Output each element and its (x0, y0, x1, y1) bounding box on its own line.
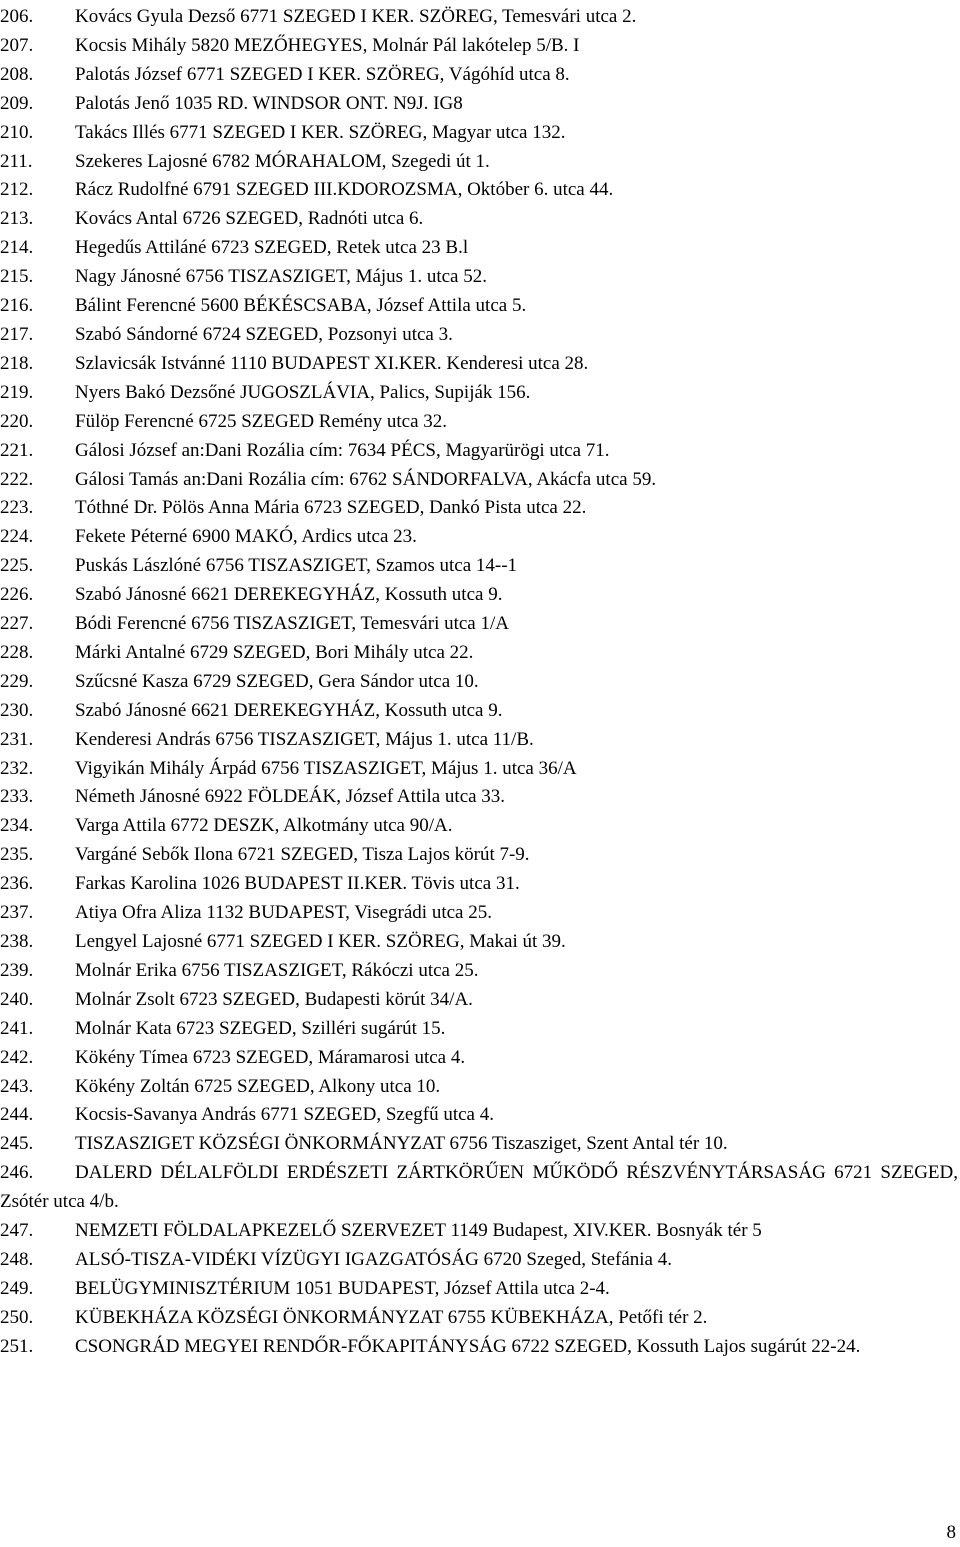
entry-number: 221. (0, 439, 34, 461)
entry-number: 229. (0, 670, 34, 692)
entry-number: 237. (0, 902, 34, 924)
entry-text: Molnár Kata 6723 SZEGED, Szilléri sugárút 15. (75, 1017, 446, 1039)
entry-text: Kenderesi András 6756 TISZASZIGET, Május 1. utca 11/B. (75, 728, 534, 750)
list-item (0, 1130, 958, 1159)
list-item (0, 379, 958, 408)
entry-number: 226. (0, 584, 34, 606)
entry-text: ALSÓ-TISZA-VIDÉKI VÍZÜGYI IGAZGATÓSÁG 6720 Szeged, Stefánia 4. (75, 1248, 672, 1270)
entry-text: Kovács Antal 6726 SZEGED, Radnóti utca 6. (75, 208, 424, 230)
list-item (0, 581, 958, 610)
list-item (0, 697, 958, 726)
list-item (0, 466, 958, 495)
entry-number: 218. (0, 352, 34, 374)
list-item (0, 205, 958, 234)
list-item (0, 783, 958, 812)
entry-number: 234. (0, 815, 34, 837)
entry-text: Nyers Bakó Dezsőné JUGOSZLÁVIA, Palics, Supiják 156. (75, 381, 531, 403)
list-item (0, 841, 958, 870)
entry-text: Nagy Jánosné 6756 TISZASZIGET, Május 1. utca 52. (75, 266, 487, 288)
entry-text: Vigyikán Mihály Árpád 6756 TISZASZIGET, Május 1. utca 36/A (75, 757, 577, 779)
entry-text: Takács Illés 6771 SZEGED I KER. SZÖREG, Magyar utca 132. (75, 121, 566, 143)
list-item (0, 610, 958, 639)
entry-number: 244. (0, 1104, 34, 1126)
document-body (0, 3, 958, 1362)
entry-number: 235. (0, 844, 34, 866)
entry-text: Kökény Tímea 6723 SZEGED, Máramarosi utca 4. (75, 1046, 466, 1068)
entry-text: Márki Antalné 6729 SZEGED, Bori Mihály utca 22. (75, 641, 474, 663)
list-item (0, 1159, 958, 1217)
entry-text: Atiya Ofra Aliza 1132 BUDAPEST, Visegrádi utca 25. (75, 902, 492, 924)
entry-number: 236. (0, 873, 34, 895)
list-item (0, 1246, 958, 1275)
list-item (0, 639, 958, 668)
list-item (0, 292, 958, 321)
entry-number: 227. (0, 613, 34, 635)
entry-text: Hegedűs Attiláné 6723 SZEGED, Retek utca 23 B.l (75, 237, 469, 259)
entry-text: Szlavicsák Istvánné 1110 BUDAPEST XI.KER. Kenderesi utca 28. (75, 352, 589, 374)
entry-number: 246. (0, 1162, 34, 1184)
list-item (0, 408, 958, 437)
entry-number: 238. (0, 931, 34, 952)
entry-text: Farkas Karolina 1026 BUDAPEST II.KER. Tövis utca 31. (75, 873, 520, 895)
entry-text: Kocsis-Savanya András 6771 SZEGED, Szegfű utca 4. (75, 1104, 494, 1126)
entry-number: 206. (0, 6, 34, 27)
entry-text: Bódi Ferencné 6756 TISZASZIGET, Temesvári utca 1/A (75, 613, 509, 635)
entry-number: 245. (0, 1133, 34, 1155)
list-item (0, 321, 958, 350)
list-item (0, 32, 958, 61)
entry-number: 217. (0, 323, 34, 345)
entry-number: 248. (0, 1248, 34, 1270)
list-item (0, 90, 958, 119)
list-item (0, 1101, 958, 1130)
list-item (0, 1073, 958, 1102)
entry-number: 249. (0, 1277, 34, 1299)
entry-text: Szabó Jánosné 6621 DEREKEGYHÁZ, Kossuth utca 9. (75, 699, 503, 721)
entry-text: Németh Jánosné 6922 FÖLDEÁK, József Attila utca 33. (75, 786, 506, 808)
entry-number: 243. (0, 1075, 34, 1097)
entry-text: Puskás Lászlóné 6756 TISZASZIGET, Szamos utca 14--1 (75, 555, 518, 577)
entry-number: 233. (0, 786, 34, 808)
entry-number: 251. (0, 1335, 34, 1357)
entry-text: Kökény Zoltán 6725 SZEGED, Alkony utca 10. (75, 1075, 441, 1097)
entry-text: Varga Attila 6772 DESZK, Alkotmány utca 90/A. (75, 815, 453, 837)
list-item (0, 552, 958, 581)
entry-text: Kocsis Mihály 5820 MEZŐHEGYES, Molnár Pál lakótelep 5/B. I (75, 34, 580, 56)
entry-number: 247. (0, 1220, 34, 1242)
entry-text: CSONGRÁD MEGYEI RENDŐR-FŐKAPITÁNYSÁG 6722 SZEGED, Kossuth Lajos sugárút 22-24. (75, 1335, 861, 1357)
entry-text: Fekete Péterné 6900 MAKÓ, Ardics utca 23. (75, 526, 417, 548)
entry-number: 207. (0, 34, 34, 56)
entry-text: Palotás Jenő 1035 RD. WINDSOR ONT. N9J. IG8 (75, 92, 463, 114)
entry-number: 230. (0, 699, 34, 721)
list-item (0, 61, 958, 90)
entry-text: Tóthné Dr. Pölös Anna Mária 6723 SZEGED, Dankó Pista utca 22. (75, 497, 587, 519)
entry-number: 212. (0, 179, 34, 201)
list-item (0, 1275, 958, 1304)
entry-number: 250. (0, 1306, 34, 1328)
entry-text: Bálint Ferencné 5600 BÉKÉSCSABA, József Attila utca 5. (75, 295, 527, 317)
entry-text: Molnár Erika 6756 TISZASZIGET, Rákóczi utca 25. (75, 959, 479, 981)
list-item (0, 176, 958, 205)
entry-text: NEMZETI FÖLDALAPKEZELŐ SZERVEZET 1149 Budapest, XIV.KER. Bosnyák tér 5 (75, 1220, 762, 1242)
entry-number: 220. (0, 410, 34, 432)
page-number: 8 (946, 1522, 956, 1543)
entry-text: Szűcsné Kasza 6729 SZEGED, Gera Sándor utca 10. (75, 670, 479, 692)
list-item (0, 812, 958, 841)
entry-text: DALERD DÉLALFÖLDI ERDÉSZETI ZÁRTKÖRŰEN MŰKÖDŐ RÉSZVÉNYTÁRSASÁG 6721 SZEGED, Zsótér utca 4/b. (0, 1162, 958, 1213)
entry-text: TISZASZIGET KÖZSÉGI ÖNKORMÁNYZAT 6756 Tiszasziget, Szent Antal tér 10. (75, 1133, 728, 1155)
entry-number: 211. (0, 150, 33, 172)
entry-text: Kovács Gyula Dezső 6771 SZEGED I KER. SZÖREG, Temesvári utca 2. (75, 6, 637, 27)
entry-number: 215. (0, 266, 34, 288)
list-item (0, 726, 958, 755)
list-item (0, 899, 958, 928)
list-item (0, 1333, 958, 1362)
entry-number: 223. (0, 497, 34, 519)
list-item (0, 986, 958, 1015)
entry-text: KÜBEKHÁZA KÖZSÉGI ÖNKORMÁNYZAT 6755 KÜBEKHÁZA, Petőfi tér 2. (75, 1306, 708, 1328)
entry-number: 242. (0, 1046, 34, 1068)
entry-text: Gálosi Tamás an:Dani Rozália cím: 6762 SÁNDORFALVA, Akácfa utca 59. (75, 468, 657, 490)
list-item (0, 928, 958, 957)
list-item (0, 668, 958, 697)
list-item (0, 1044, 958, 1073)
entry-number: 213. (0, 208, 34, 230)
list-item (0, 234, 958, 263)
entry-text: BELÜGYMINISZTÉRIUM 1051 BUDAPEST, József Attila utca 2-4. (75, 1277, 610, 1299)
list-item (0, 148, 958, 177)
list-item (0, 263, 958, 292)
entry-number: 219. (0, 381, 34, 403)
entry-number: 240. (0, 988, 34, 1010)
entry-text: Fülöp Ferencné 6725 SZEGED Remény utca 32. (75, 410, 448, 432)
entry-number: 225. (0, 555, 34, 577)
list-item (0, 350, 958, 379)
list-item (0, 119, 958, 148)
entry-text: Vargáné Sebők Ilona 6721 SZEGED, Tisza Lajos körút 7-9. (75, 844, 530, 866)
entry-number: 216. (0, 295, 34, 317)
entry-text: Palotás József 6771 SZEGED I KER. SZÖREG, Vágóhíd utca 8. (75, 63, 570, 85)
entry-number: 228. (0, 641, 34, 663)
entry-number: 241. (0, 1017, 34, 1039)
entry-number: 209. (0, 92, 34, 114)
list-item (0, 755, 958, 784)
entry-number: 224. (0, 526, 34, 548)
list-item (0, 3, 958, 32)
entry-number: 210. (0, 121, 34, 143)
list-item (0, 1217, 958, 1246)
entry-number: 239. (0, 959, 34, 981)
list-item (0, 523, 958, 552)
list-item (0, 870, 958, 899)
entry-number: 231. (0, 728, 34, 750)
list-item (0, 957, 958, 986)
entry-number: 214. (0, 237, 34, 259)
entry-text: Szabó Jánosné 6621 DEREKEGYHÁZ, Kossuth utca 9. (75, 584, 503, 606)
entry-text: Lengyel Lajosné 6771 SZEGED I KER. SZÖREG, Makai út 39. (75, 931, 566, 952)
list-item (0, 437, 958, 466)
entry-text: Molnár Zsolt 6723 SZEGED, Budapesti körút 34/A. (75, 988, 473, 1010)
entry-text: Szabó Sándorné 6724 SZEGED, Pozsonyi utca 3. (75, 323, 453, 345)
entry-text: Szekeres Lajosné 6782 MÓRAHALOM, Szegedi út 1. (75, 150, 490, 172)
list-item (0, 1015, 958, 1044)
entry-text: Gálosi József an:Dani Rozália cím: 7634 PÉCS, Magyarürögi utca 71. (75, 439, 610, 461)
entry-number: 208. (0, 63, 34, 85)
list-item (0, 1304, 958, 1333)
list-item (0, 494, 958, 523)
entry-number: 232. (0, 757, 34, 779)
entry-number: 222. (0, 468, 34, 490)
entry-text: Rácz Rudolfné 6791 SZEGED III.KDOROZSMA, Október 6. utca 44. (75, 179, 614, 201)
